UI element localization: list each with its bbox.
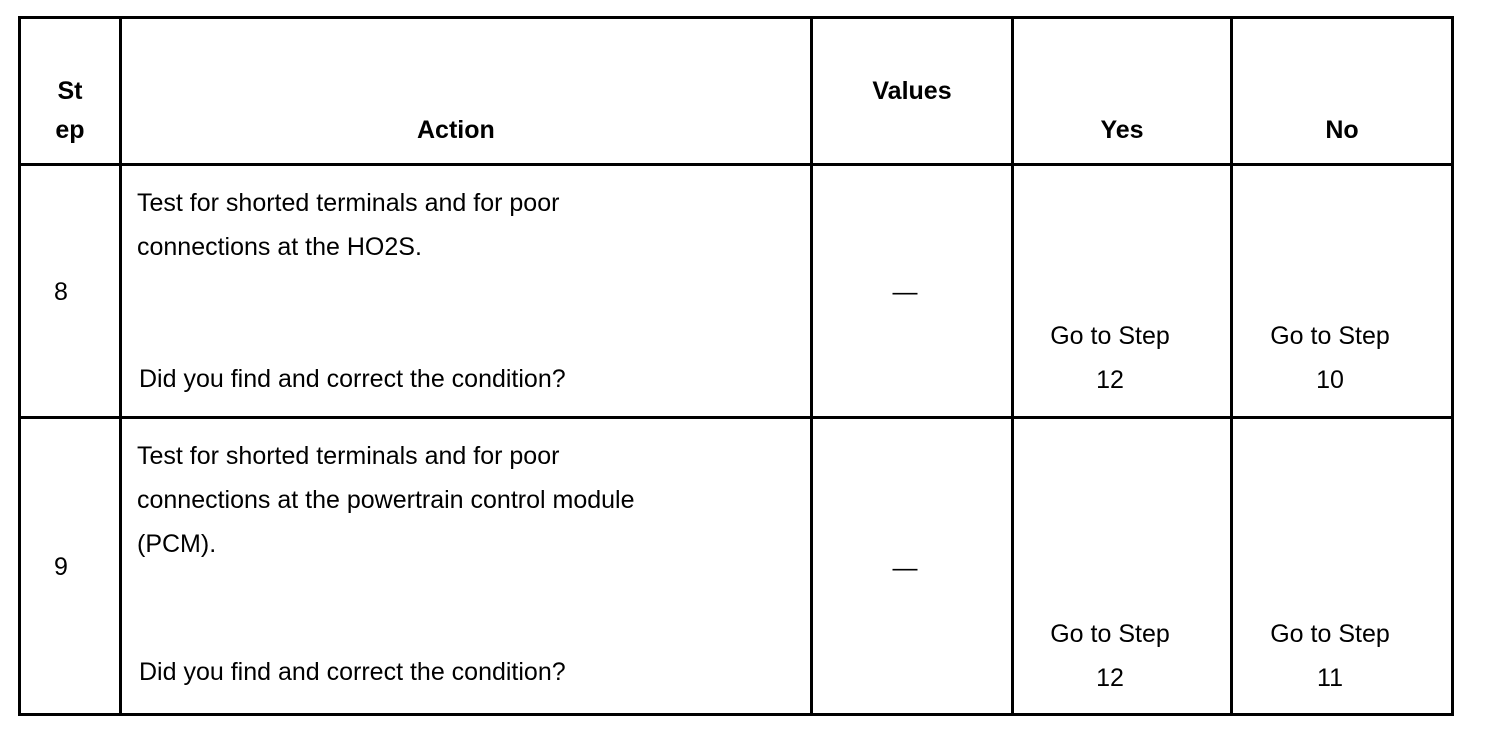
header-action: Action	[417, 116, 495, 144]
row-9-action-line1: Test for shorted terminals and for poor	[137, 442, 560, 470]
row-8-question: Did you find and correct the condition?	[139, 365, 566, 393]
row-8-no-line1: Go to Step	[1270, 322, 1390, 350]
table-border-bottom	[18, 713, 1454, 716]
row-divider	[18, 416, 1454, 419]
row-8-no-line2: 10	[1316, 366, 1344, 394]
row-9-yes-line1: Go to Step	[1050, 620, 1170, 648]
row-8-value: —	[892, 278, 918, 306]
row-9-question: Did you find and correct the condition?	[139, 658, 566, 686]
row-9-yes-line2: 12	[1096, 664, 1124, 692]
header-step-line2: ep	[55, 116, 85, 144]
row-9-action-line3: (PCM).	[137, 530, 217, 558]
row-8-yes-line1: Go to Step	[1050, 322, 1170, 350]
row-8-yes-line2: 12	[1096, 366, 1124, 394]
table-border-top	[18, 16, 1454, 19]
header-yes: Yes	[1100, 116, 1144, 144]
row-9-action-line2: connections at the powertrain control module	[137, 486, 635, 514]
row-9-no-line1: Go to Step	[1270, 620, 1390, 648]
row-9-no-line2: 11	[1317, 664, 1343, 692]
row-8-action-line1: Test for shorted terminals and for poor	[137, 189, 560, 217]
diagnostic-table	[18, 16, 1454, 716]
column-divider-action	[810, 16, 813, 716]
header-step-line1: St	[57, 77, 83, 105]
row-9-step: 9	[54, 553, 68, 581]
column-divider-step	[119, 16, 122, 716]
row-9-value: —	[892, 554, 918, 582]
table-border-right	[1451, 16, 1454, 716]
header-divider	[18, 163, 1454, 166]
row-8-step: 8	[54, 278, 68, 306]
header-no: No	[1325, 116, 1359, 144]
row-8-action-line2: connections at the HO2S.	[137, 233, 422, 261]
header-values: Values	[872, 77, 952, 105]
